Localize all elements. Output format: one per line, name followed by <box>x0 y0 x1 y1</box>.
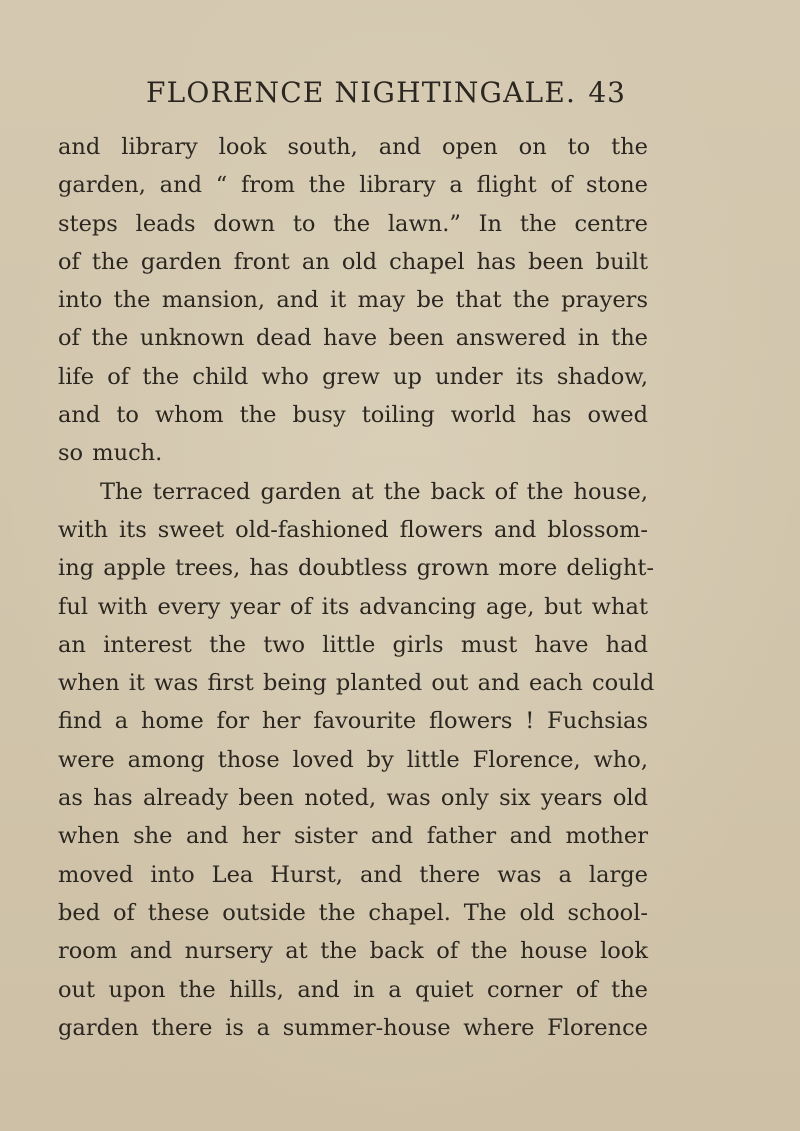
text-line: find a home for her favourite flowers ! Fuchsias <box>58 708 648 735</box>
text-line: bed of these outside the chapel. The old school- <box>58 899 648 926</box>
page-number: 43 <box>588 76 626 109</box>
text-line: of the garden front an old chapel has been built <box>58 248 648 275</box>
text-line: steps leads down to the lawn.” In the centre <box>58 210 648 237</box>
text-line: and library look south, and open on to the <box>58 134 648 160</box>
text-line: ful with every year of its advancing age, but what <box>58 593 648 620</box>
body-text <box>58 128 655 1047</box>
text-line: garden, and “ from the library a flight of stone <box>58 172 648 199</box>
text-line: when she and her sister and father and mother <box>58 823 648 850</box>
text-line: into the mansion, and it may be that the prayers <box>58 287 648 314</box>
text-line: life of the child who grew up under its shadow, <box>58 363 648 390</box>
running-head <box>146 76 626 116</box>
text-line: as has already been noted, was only six years old <box>58 785 648 812</box>
text-line: out upon the hills, and in a quiet corner of the <box>58 976 648 1003</box>
text-line: with its sweet old-fashioned flowers and blossom- <box>58 516 648 543</box>
text-line: room and nursery at the back of the house look <box>58 938 648 965</box>
text-line: ing apple trees, has doubtless grown more delight- <box>58 555 655 582</box>
paragraph-start-line: The terraced garden at the back of the house, <box>100 478 648 505</box>
text-line: garden there is a summer-house where Florence <box>58 1014 648 1041</box>
text-line: of the unknown dead have been answered in the <box>58 325 648 352</box>
text-line: moved into Lea Hurst, and there was a large <box>58 861 648 888</box>
running-title: FLORENCE NIGHTINGALE. <box>146 76 577 109</box>
text-line: so much. <box>58 440 163 467</box>
text-line: and to whom the busy toiling world has owed <box>58 402 648 429</box>
text-line: were among those loved by little Florence, who, <box>58 746 648 773</box>
text-line: when it was first being planted out and each could <box>58 670 655 697</box>
text-line: an interest the two little girls must have had <box>58 631 648 658</box>
